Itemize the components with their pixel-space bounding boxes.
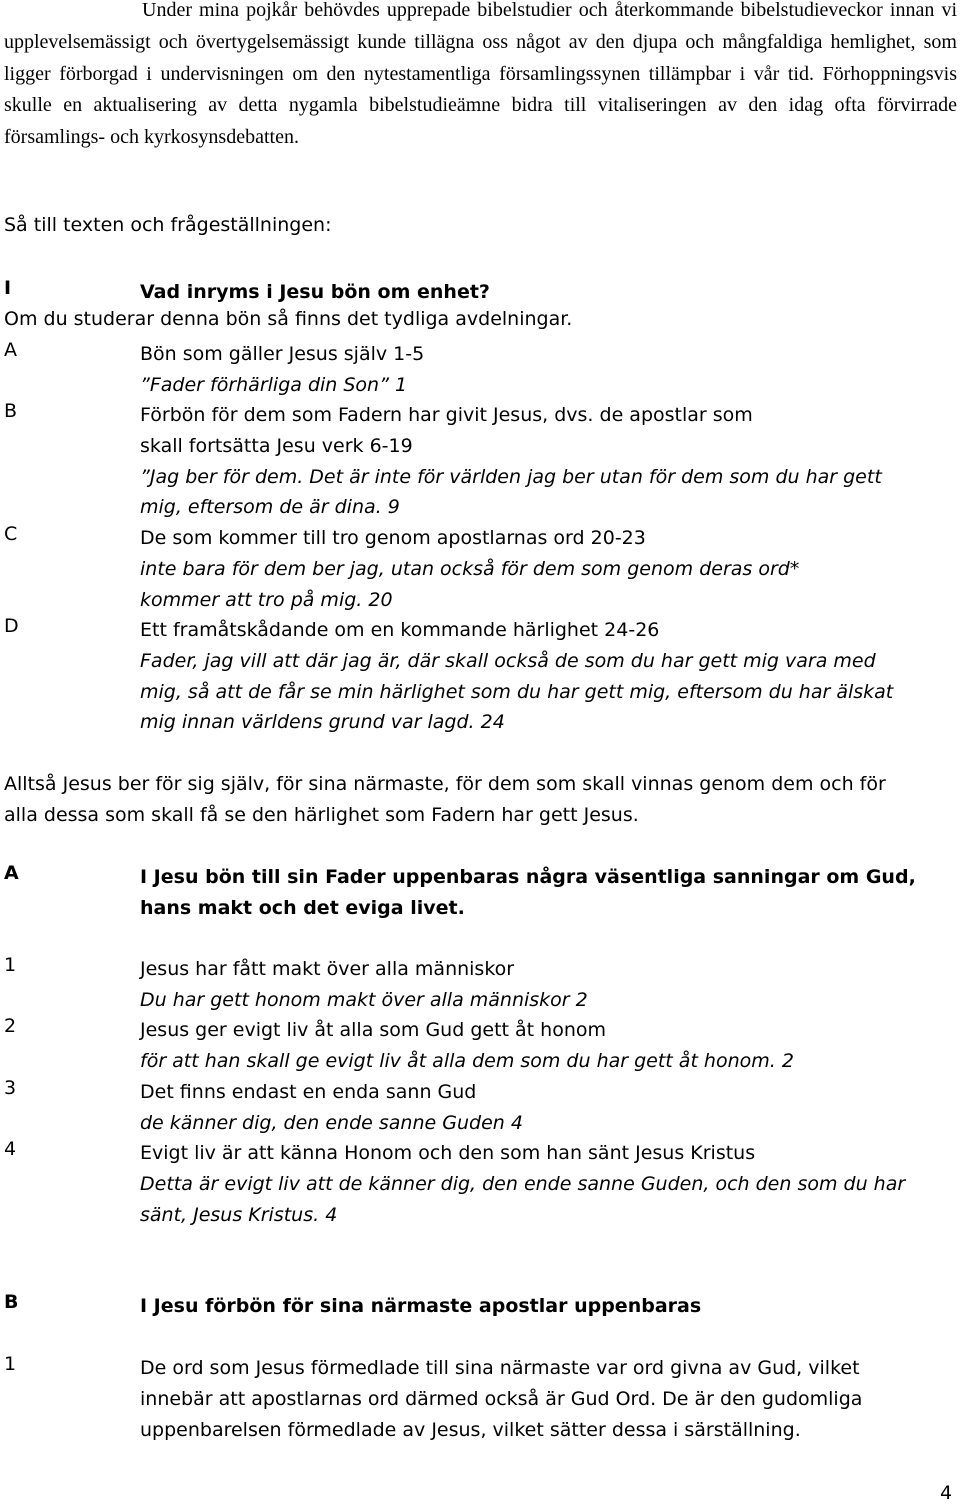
section-b-item-1-line-1: De ord som Jesus förmedlade till sina närmaste var ord givna av Gud, vilket [140, 1357, 860, 1379]
intro-paragraph-text: Under mina pojkår behövdes upprepade bibelstudier och återkommande bibelstudieveckor innan vi upplevelsemässigt och övertygelsemässigt kunde tillägna oss något av den djupa och mångfaldiga hemlighet, som ligger förborgad i undervisningen om den nytestamentliga församlingssynen tillämpbar i vår tid. Förhoppningsvis skulle en aktualisering av detta nygamla bibelstudieämne bidra till vitaliseringen av den idag ofta förvirrade församlings- och kyrkosynsdebatten. [4, 0, 957, 149]
item-a-label: A [4, 339, 17, 361]
section-i-heading: Vad inryms i Jesu bön om enhet? [140, 281, 490, 303]
section-b-label: B [4, 1291, 19, 1313]
section-a-item-3-line: Det finns endast en enda sann Gud [140, 1081, 477, 1103]
section-i-lead: Om du studerar denna bön så finns det tydliga avdelningar. [4, 308, 573, 330]
item-d-line-1: Ett framåtskådande om en kommande härlighet 24-26 [140, 619, 660, 641]
item-c-body [140, 523, 940, 615]
item-c-label: C [4, 523, 18, 545]
section-a-item-1-num: 1 [4, 954, 17, 976]
section-a-item-2-num: 2 [4, 1015, 17, 1037]
section-b-heading: I Jesu förbön för sina närmaste apostlar uppenbaras [140, 1295, 702, 1317]
section-b-item-1 [140, 1353, 940, 1445]
section-a-item-1-line: Jesus har fått makt över alla människor [140, 958, 515, 980]
section-a-item-4-quote-1: Detta är evigt liv att de känner dig, den ende sanne Guden, och den som du har [140, 1172, 906, 1195]
item-c-quote-1: inte bara för dem ber jag, utan också för dem som genom deras ord* [140, 557, 800, 580]
item-b-body [140, 400, 940, 523]
section-a-item-1 [140, 954, 940, 1016]
section-a-item-3-quote: de känner dig, den ende sanne Guden 4 [140, 1111, 523, 1134]
section-a-item-3 [140, 1077, 940, 1139]
item-a-body [140, 339, 940, 401]
summary-line-1: Alltså Jesus ber för sig själv, för sina närmaste, för dem som skall vinnas genom dem och för [4, 773, 886, 795]
section-a-item-2-line: Jesus ger evigt liv åt alla som Gud gett åt honom [140, 1019, 606, 1041]
section-a-item-3-num: 3 [4, 1077, 17, 1099]
item-c-quote-2: kommer att tro på mig. 20 [140, 588, 393, 611]
item-d-label: D [4, 615, 19, 637]
intro-paragraph [4, 0, 957, 154]
item-b-line-2: skall fortsätta Jesu verk 6-19 [140, 434, 413, 457]
item-a-quote-1: ”Fader förhärliga din Son” 1 [140, 373, 408, 396]
section-b-item-1-line-2: innebär att apostlarnas ord därmed också är Gud Ord. De är den gudomliga [140, 1387, 863, 1410]
section-a-item-2 [140, 1015, 940, 1077]
section-b-item-1-line-3: uppenbarelsen förmedlade av Jesus, vilket sätter dessa i särställning. [140, 1418, 801, 1441]
item-d-body [140, 615, 940, 738]
section-i-label: I [4, 277, 12, 299]
item-d-quote-1: Fader, jag vill att där jag är, där skall också de som du har gett mig vara med [140, 649, 876, 672]
item-b-quote-1: ”Jag ber för dem. Det är inte för världen jag ber utan för dem som du har gett [140, 465, 882, 488]
section-a-item-4-quote-2: sänt, Jesus Kristus. 4 [140, 1203, 338, 1226]
section-a-label: A [4, 862, 19, 884]
section-a-item-4-num: 4 [4, 1138, 17, 1160]
item-b-label: B [4, 400, 18, 422]
section-a-heading-line-1: I Jesu bön till sin Fader uppenbaras några väsentliga sanningar om Gud, [140, 866, 916, 888]
item-b-line-1: Förbön för dem som Fadern har givit Jesus, dvs. de apostlar som [140, 404, 753, 426]
section-a-item-4-line: Evigt liv är att känna Honom och den som han sänt Jesus Kristus [140, 1142, 756, 1164]
item-b-quote-2: mig, eftersom de är dina. 9 [140, 496, 400, 519]
section-a-heading [140, 862, 940, 924]
summary-line-2: alla dessa som skall få se den härlighet som Fadern har gett Jesus. [4, 803, 639, 826]
section-a-item-2-quote: för att han skall ge evigt liv åt alla dem som du har gett åt honom. 2 [140, 1049, 794, 1072]
summary-paragraph [4, 769, 954, 831]
section-a-item-4 [140, 1138, 940, 1230]
intro-line: Så till texten och frågeställningen: [4, 214, 332, 236]
item-a-line-1: Bön som gäller Jesus själv 1-5 [140, 343, 425, 365]
item-d-quote-2: mig, så att de får se min härlighet som du har gett mig, eftersom du har älskat [140, 680, 894, 703]
section-a-heading-line-2: hans makt och det eviga livet. [140, 896, 465, 919]
section-a-item-1-quote: Du har gett honom makt över alla människor 2 [140, 988, 588, 1011]
section-b-item-1-num: 1 [4, 1353, 17, 1375]
item-d-quote-3: mig innan världens grund var lagd. 24 [140, 711, 505, 734]
item-c-line-1: De som kommer till tro genom apostlarnas ord 20-23 [140, 527, 646, 549]
page-number: 4 [940, 1482, 953, 1504]
